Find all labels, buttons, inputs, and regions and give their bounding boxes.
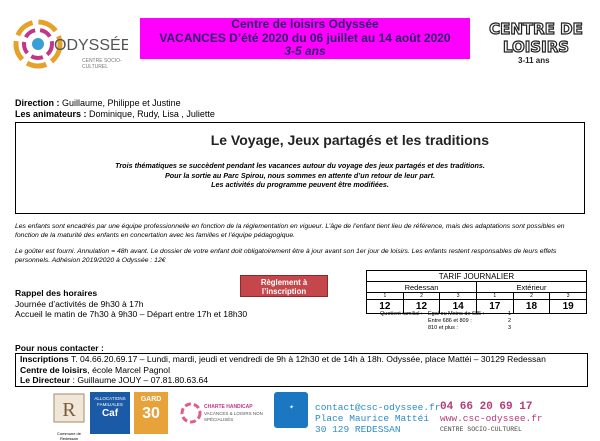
caf-text: ALLOCATIONS FAMILIALES xyxy=(94,396,126,407)
theme-desc-line-3: Les activités du programme peuvent être modifiées. xyxy=(211,180,389,189)
tarif-col: 2 xyxy=(513,293,550,300)
svg-text:CENTRE DE: CENTRE DE xyxy=(489,20,583,38)
footer-tagline: CENTRE SOCIO-CULTUREL xyxy=(440,426,522,433)
qf-number: 1 xyxy=(508,311,512,317)
tarif-group-exterieur: Extérieur xyxy=(476,282,586,293)
tarif-price: 12 xyxy=(403,300,440,314)
footer-contact xyxy=(440,402,543,435)
centre-de-loisirs-logo xyxy=(482,14,590,72)
qf-number: 2 xyxy=(508,318,512,324)
partner-badge-logo: ✦ xyxy=(274,392,308,434)
banner-line-1: Centre de loisirs Odyssée xyxy=(231,17,379,31)
gard-number: 30 xyxy=(142,405,160,422)
tarif-price: 19 xyxy=(550,300,587,314)
theme-desc-line-1: Trois thématiques se succèdent pendant les vacances autour du voyage des jeux partagés et des traditions. xyxy=(115,161,485,170)
horaires-title: Rappel des horaires xyxy=(15,288,98,298)
direction-label: Direction : xyxy=(15,98,60,108)
footer-phone: 04 66 20 69 17 xyxy=(440,401,533,413)
animateurs-label: Les animateurs : xyxy=(15,109,87,119)
tarif-group-redessan: Redessan xyxy=(367,282,477,293)
gard-text: GARD xyxy=(140,396,162,403)
theme-box xyxy=(15,122,585,214)
tarif-col: 1 xyxy=(476,293,513,300)
reglement-button[interactable]: Règlement à l’inscription xyxy=(240,275,328,297)
direction-value: Guillaume, Philippe et Justine xyxy=(62,98,181,108)
tarif-title: TARIF JOURNALIER xyxy=(367,271,587,282)
qf-label: Quotient familial : xyxy=(380,311,423,317)
qf-number: 3 xyxy=(508,325,512,331)
team-block xyxy=(15,98,215,120)
commune-redessan-logo xyxy=(52,392,86,441)
animateurs-value: Dominique, Rudy, Lisa , Juliette xyxy=(89,109,215,119)
svg-text:R: R xyxy=(62,399,76,421)
tarif-col: 2 xyxy=(403,293,440,300)
inscriptions-value: T. 04.66.20.69.17 – Lundi, mardi, jeudi et vendredi de 9h à 12h30 et de 14h à 18h. Odyssée, place Mattéi – 30129 Redessan xyxy=(70,354,546,364)
tarif-price: 12 xyxy=(367,300,404,314)
footer-addr-line-2: 30 129 REDESSAN xyxy=(315,424,401,435)
theme-title: Le Voyage, Jeux partagés et les traditions xyxy=(210,132,489,148)
directeur-label: Le Directeur xyxy=(20,375,71,385)
info-paragraph-1: Les enfants sont encadrés par une équipe professionnelle en fonction de la réglementation en vigueur. L’âge de l’enfant tient lieu de référence, mais des adaptations sont possibles en fonction de la maturité des enfants en concertation avec les familles et l’équipe pédagogique. xyxy=(15,223,565,239)
directeur-value: : Guillaume JOUY – 07.81.80.63.64 xyxy=(72,375,209,385)
horaires-block xyxy=(15,288,247,320)
theme-desc-line-2: Pour la sortie au Parc Spirou, nous sommes en attente d’un retour de leur part. xyxy=(165,170,435,180)
charte-handicap-logo xyxy=(180,392,266,434)
qf-range: Egal ou Moins de 685 : xyxy=(428,311,485,317)
horaires-line-1: Journée d’activités de 9h30 à 17h xyxy=(15,298,144,309)
charte-text: CHARTE HANDICAP xyxy=(204,404,253,410)
cdl-ages: 3-11 ans xyxy=(518,56,550,65)
theme-description xyxy=(16,161,584,190)
title-banner xyxy=(140,18,470,59)
horaires-line-2: Accueil le matin de 7h30 à 9h30 – Départ entre 17h et 18h30 xyxy=(15,309,248,319)
tarif-price: 17 xyxy=(476,300,513,314)
footer-addr-line-1: Place Maurice Mattéi xyxy=(315,413,430,424)
charte-subtext: VACANCES & LOISIRS NON SPÉCIALISÉS xyxy=(204,411,263,422)
commune-text: Commune de Redessan xyxy=(56,431,81,441)
footer-email[interactable]: contact@csc-odyssee.fr xyxy=(315,402,441,413)
banner-line-2: VACANCES D’été 2020 du 06 juillet au 14 août 2020 xyxy=(159,30,451,45)
info-paragraph-2: Le goûter est fourni. Annulation = 48h avant. Le dossier de votre enfant doit obligatoirement être à jour avant son 1er jour de loisirs. Les enfants restent responsables de leurs effets personnels. Adhésion 2019/2020 à Odyssée : 12€ xyxy=(15,248,557,264)
odyssee-logo xyxy=(8,12,128,82)
caf-logo: ALLOCATIONS FAMILIALES Caf xyxy=(90,392,130,434)
qf-range: 810 et plus : xyxy=(428,325,458,331)
gard-logo xyxy=(134,392,168,434)
footer-website[interactable]: www.csc-odyssee.fr xyxy=(440,413,543,424)
centre-value: , école Marcel Pagnol xyxy=(87,364,170,375)
logo-subtitle: CENTRE SOCIO-CULTUREL xyxy=(82,58,122,70)
inscriptions-label: Inscriptions xyxy=(20,354,69,364)
tarif-table xyxy=(366,270,587,314)
svg-text:LOISIRS: LOISIRS xyxy=(502,38,570,56)
quotient-familial xyxy=(380,311,511,332)
tarif-col: 1 xyxy=(367,293,404,300)
svg-text:ODYSSÉE: ODYSSÉE xyxy=(54,37,128,54)
banner-ages: 3-5 ans xyxy=(284,44,326,58)
tarif-price: 14 xyxy=(440,300,477,314)
qf-range: Entre 686 et 809 : xyxy=(428,318,472,324)
tarif-col: 3 xyxy=(550,293,587,300)
contact-box xyxy=(15,353,588,387)
centre-label: Centre de loisirs xyxy=(20,364,88,375)
tarif-price: 18 xyxy=(513,300,550,314)
footer-address xyxy=(315,402,440,435)
contact-title: Pour nous contacter : xyxy=(15,343,104,353)
tarif-col: 3 xyxy=(440,293,477,300)
